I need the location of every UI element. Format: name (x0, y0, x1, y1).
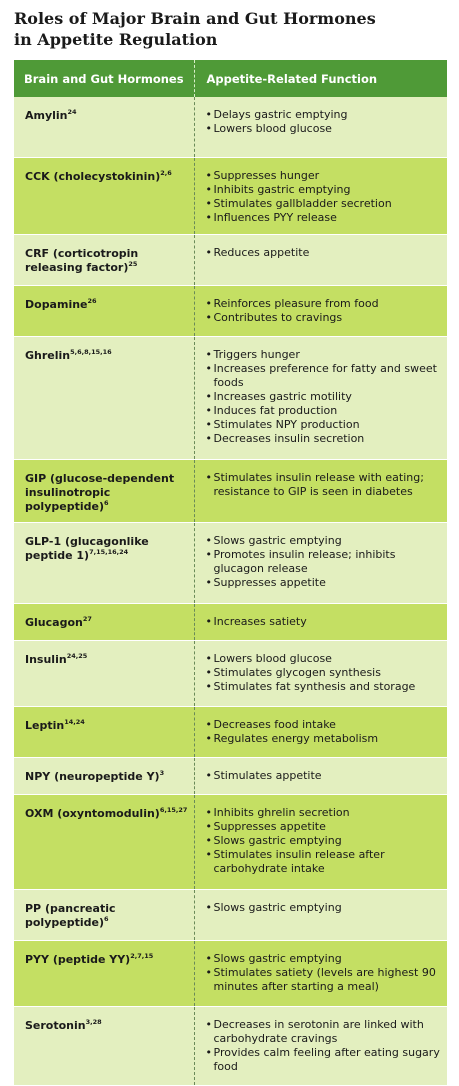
function-list (206, 615, 444, 629)
hormone-name-cell (14, 640, 194, 706)
function-item: • Stimulates NPY production (206, 418, 444, 432)
hormone-name: CRF (corticotropin releasing factor) (25, 246, 139, 274)
function-cell (194, 889, 447, 940)
hormone-name-cell (14, 706, 194, 757)
function-item: • Promotes insulin release; inhibits glucagon release (206, 548, 444, 576)
reference-superscript: 3 (159, 768, 165, 777)
function-cell (194, 1006, 447, 1085)
reference-superscript: 2,7,15 (130, 951, 154, 960)
function-item: • Stimulates insulin release after carbohydrate intake (206, 848, 444, 876)
function-cell (194, 336, 447, 459)
reference-superscript: 24,25 (66, 651, 88, 660)
hormone-name-cell (14, 522, 194, 603)
reference-superscript: 7,15,16,24 (89, 547, 129, 556)
table-row (14, 234, 447, 285)
hormone-name: Glucagon (25, 615, 83, 629)
function-cell (194, 522, 447, 603)
hormone-name: Amylin (25, 109, 68, 122)
hormone-name-cell (14, 234, 194, 285)
function-cell (194, 603, 447, 640)
reference-superscript: 6 (103, 914, 109, 923)
function-item: • Delays gastric emptying (206, 108, 444, 122)
function-item: • Stimulates satiety (levels are highest 90 minutes after starting a meal) (206, 966, 444, 994)
function-item: • Decreases food intake (206, 718, 444, 732)
hormone-name-cell (14, 1006, 194, 1085)
function-cell (194, 794, 447, 889)
hormone-name-cell (14, 940, 194, 1006)
function-list (206, 806, 444, 876)
hormone-name-cell (14, 97, 194, 157)
function-cell (194, 940, 447, 1006)
hormone-name-cell (14, 889, 194, 940)
function-item: • Stimulates glycogen synthesis (206, 666, 444, 680)
title-line-2: in Appetite Regulation (14, 30, 218, 49)
hormone-name: CCK (cholecystokinin) (25, 169, 161, 183)
hormone-name: OXM (oxyntomodulin) (25, 806, 160, 820)
function-item: • Slows gastric emptying (206, 834, 444, 848)
table-row (14, 459, 447, 522)
hormone-name: Insulin (25, 652, 67, 666)
function-cell (194, 640, 447, 706)
function-item: • Reduces appetite (206, 246, 444, 260)
page-title (14, 8, 444, 50)
reference-superscript: 5,6,8,15,16 (70, 347, 112, 356)
function-list (206, 952, 444, 994)
reference-superscript: 2,6 (160, 168, 172, 177)
function-item: • Decreases in serotonin are linked with carbohydrate cravings (206, 1018, 444, 1046)
hormone-name-cell (14, 794, 194, 889)
function-item: • Contributes to cravings (206, 311, 444, 325)
hormone-name: GLP-1 (glucagonlike peptide 1) (25, 534, 149, 562)
function-item: • Lowers blood glucose (206, 122, 444, 136)
function-list (206, 718, 444, 746)
hormone-name-cell (14, 285, 194, 336)
function-cell (194, 285, 447, 336)
function-item: • Increases preference for fatty and sweet foods (206, 362, 444, 390)
hormone-name: PYY (peptide YY) (25, 952, 131, 966)
table-row (14, 706, 447, 757)
function-cell (194, 757, 447, 794)
function-item: • Stimulates appetite (206, 769, 444, 783)
hormone-name: Serotonin (25, 1018, 86, 1032)
reference-superscript: 24 (67, 108, 77, 116)
function-list (206, 901, 444, 915)
column-header-hormones: Brain and Gut Hormones (14, 60, 194, 97)
function-item: • Lowers blood glucose (206, 652, 444, 666)
title-line-1: Roles of Major Brain and Gut Hormones (14, 9, 376, 28)
function-item: • Reinforces pleasure from food (206, 297, 444, 311)
hormone-name: GIP (glucose-dependent insulinotropic polypeptide) (25, 471, 175, 513)
table-row (14, 603, 447, 640)
function-list (206, 652, 444, 694)
function-item: • Suppresses appetite (206, 576, 444, 590)
table-row (14, 97, 447, 157)
hormone-name: PP (pancreatic polypeptide) (25, 901, 116, 929)
function-list (206, 1018, 444, 1074)
function-cell (194, 97, 447, 157)
reference-superscript: 14,24 (64, 717, 85, 726)
hormone-name: Dopamine (25, 297, 88, 311)
hormones-table (14, 60, 447, 1086)
function-item: • Influences PYY release (206, 211, 444, 225)
function-cell (194, 459, 447, 522)
reference-superscript: 6,15,27 (159, 805, 188, 814)
reference-superscript: 25 (128, 259, 138, 268)
function-item: • Increases satiety (206, 615, 444, 629)
column-header-function: Appetite-Related Function (194, 60, 447, 97)
function-item: • Slows gastric emptying (206, 534, 444, 548)
function-list (206, 108, 444, 136)
function-item: • Triggers hunger (206, 348, 444, 362)
function-list (206, 769, 444, 783)
function-list (206, 348, 444, 446)
reference-superscript: 26 (87, 296, 97, 305)
table-row (14, 794, 447, 889)
table-header-row (14, 60, 447, 97)
function-item: • Slows gastric emptying (206, 901, 444, 915)
table-row (14, 1006, 447, 1085)
function-item: • Suppresses hunger (206, 169, 444, 183)
hormone-name-cell (14, 603, 194, 640)
function-item: • Stimulates gallbladder secretion (206, 197, 444, 211)
hormone-name: Ghrelin (25, 348, 71, 362)
function-item: • Regulates energy metabolism (206, 732, 444, 746)
table-body (14, 97, 447, 1085)
function-item: • Induces fat production (206, 404, 444, 418)
reference-superscript: 27 (82, 614, 92, 623)
hormone-name-cell (14, 459, 194, 522)
function-item: • Slows gastric emptying (206, 952, 444, 966)
table-row (14, 757, 447, 794)
reference-superscript: 3,28 (85, 1017, 102, 1026)
table-row (14, 522, 447, 603)
function-item: • Inhibits ghrelin secretion (206, 806, 444, 820)
hormone-name-cell (14, 757, 194, 794)
function-item: • Increases gastric motility (206, 390, 444, 404)
function-item: • Stimulates fat synthesis and storage (206, 680, 444, 694)
table-row (14, 940, 447, 1006)
table-row (14, 640, 447, 706)
table-row (14, 285, 447, 336)
function-list (206, 169, 444, 225)
reference-superscript: 6 (103, 498, 109, 507)
hormone-name-cell (14, 336, 194, 459)
hormone-name-cell (14, 157, 194, 234)
function-cell (194, 157, 447, 234)
function-list (206, 297, 444, 325)
function-item: • Provides calm feeling after eating sugary food (206, 1046, 444, 1074)
function-cell (194, 706, 447, 757)
function-list (206, 246, 444, 260)
hormone-name: NPY (neuropeptide Y) (25, 769, 160, 783)
function-item: • Suppresses appetite (206, 820, 444, 834)
function-item: • Stimulates insulin release with eating; resistance to GIP is seen in diabetes (206, 471, 444, 499)
table-row (14, 336, 447, 459)
function-item: • Decreases insulin secretion (206, 432, 444, 446)
function-item: • Inhibits gastric emptying (206, 183, 444, 197)
function-list (206, 534, 444, 590)
table-row (14, 157, 447, 234)
hormone-name: Leptin (25, 718, 65, 732)
function-list (206, 471, 444, 499)
function-cell (194, 234, 447, 285)
table-row (14, 889, 447, 940)
